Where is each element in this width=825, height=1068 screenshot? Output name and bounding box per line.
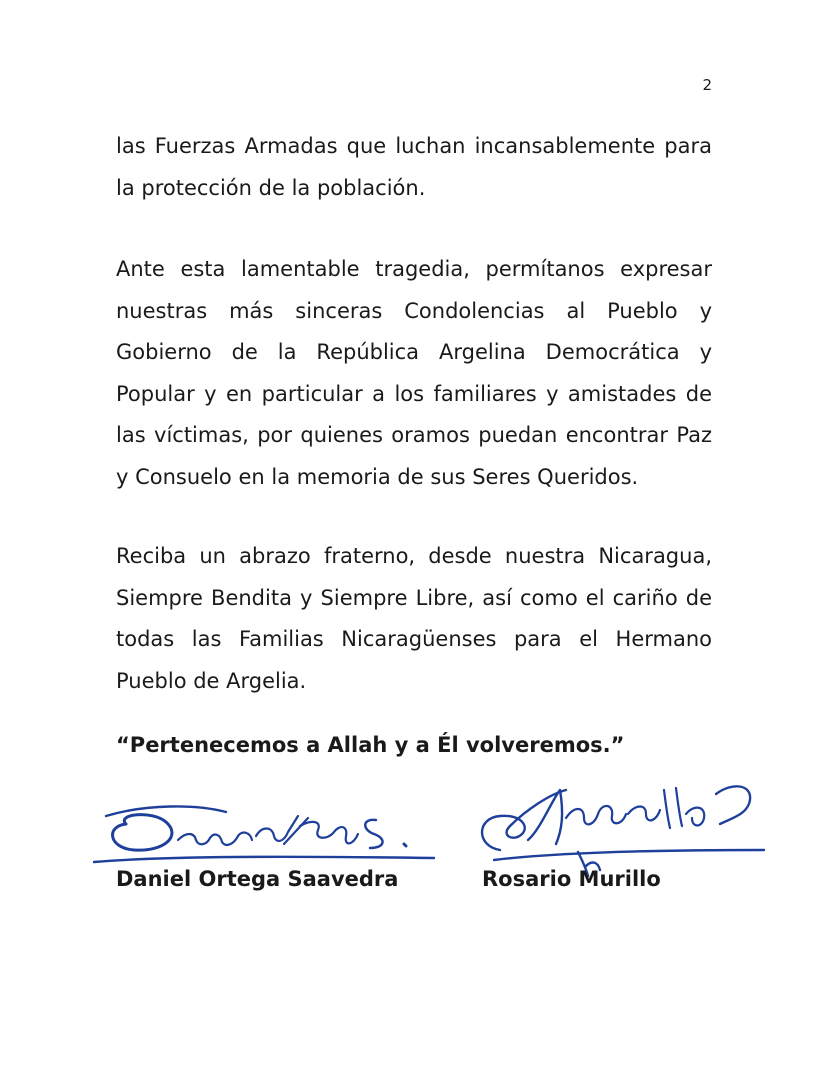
page-number: 2 (702, 76, 712, 94)
signature-daniel-ortega (86, 796, 446, 870)
signer-name-rosario-murillo: Rosario Murillo (482, 867, 661, 891)
paragraph-embrace: Reciba un abrazo fraterno, desde nuestra Nicaragua, Siempre Bendita y Siempre Libre, así como el cariño de todas las Familias Nicaragüenses para el Hermano Pueblo de Argelia. (116, 544, 712, 693)
paragraph-condolences: Ante esta lamentable tragedia, permítanos expresar nuestras más sinceras Condolencias al Pueblo y Gobierno de la República Argelina Democrática y Popular y en particular a los familiares y amistades de las víctimas, por quienes oramos puedan encontrar Paz y Consuelo en la memoria de sus Seres Queridos. (116, 257, 712, 489)
closing-quote: “Pertenecemos a Allah y a Él volveremos.” (116, 733, 625, 757)
signature-rosario-murillo (470, 770, 770, 880)
signer-name-daniel-ortega: Daniel Ortega Saavedra (116, 867, 399, 891)
paragraph-continuation: las Fuerzas Armadas que luchan incansablemente para la protección de la población. (116, 134, 712, 200)
